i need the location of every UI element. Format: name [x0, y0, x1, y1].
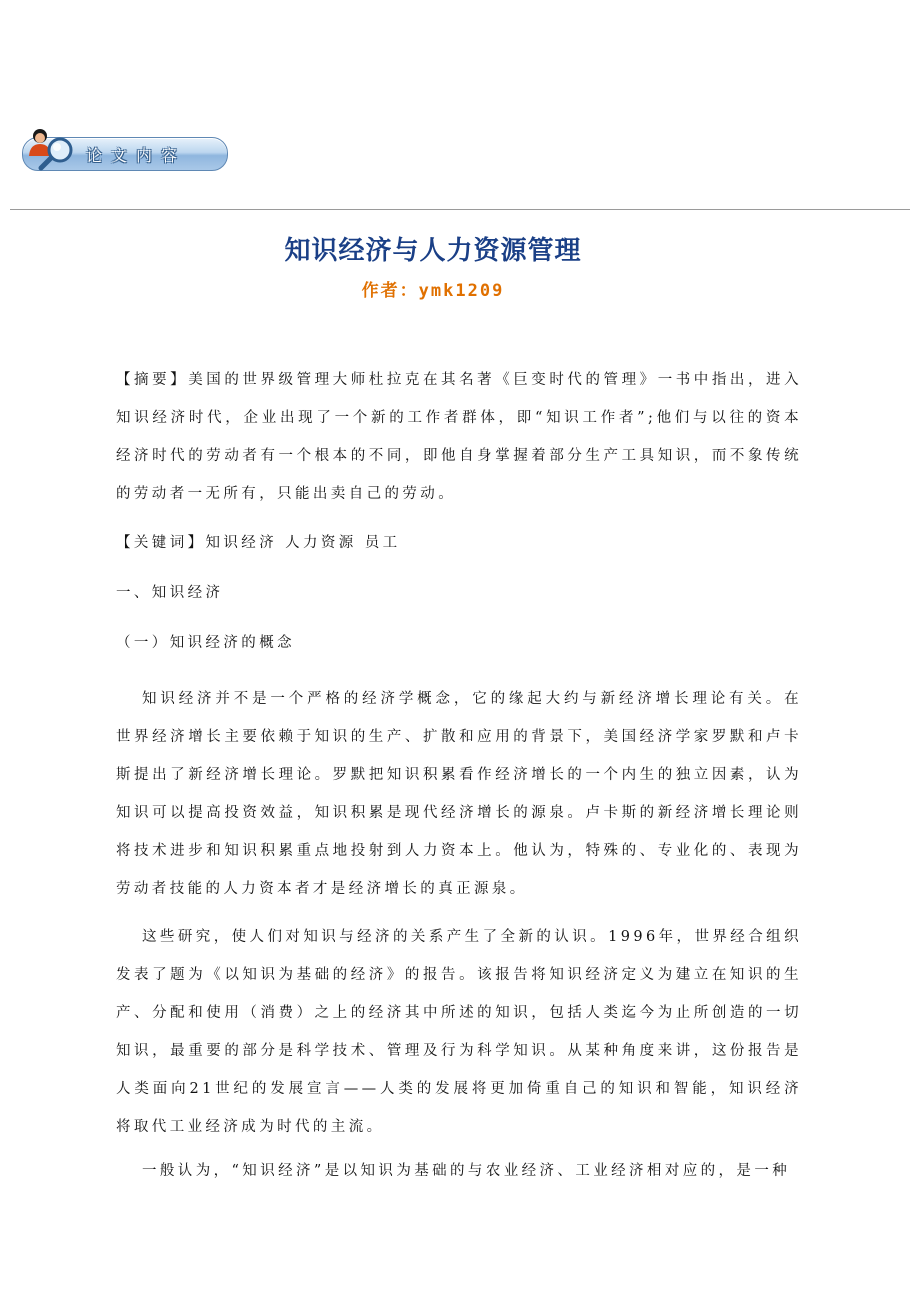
section-banner: [16, 126, 228, 174]
subsection-heading: （一）知识经济的概念: [116, 635, 295, 651]
keywords: 【关键词】知识经济 人力资源 员工: [116, 535, 401, 551]
abstract: 【摘要】美国的世界级管理大师杜拉克在其名著《巨变时代的管理》一书中指出，进入知识经济时代，企业出现了一个新的工作者群体，即“知识工作者”;他们与以往的资本经济时代的劳动者有一个根本的不同，即他自身掌握着部分生产工具知识，而不象传统的劳动者一无所有，只能出卖自己的劳动。: [116, 372, 802, 502]
page-title: 知识经济与人力资源管理: [284, 236, 582, 266]
divider: [10, 209, 910, 210]
section-heading: 一、知识经济: [116, 585, 224, 601]
body-paragraph: 这些研究，使人们对知识与经济的关系产生了全新的认识。1996年，世界经合组织发表了题为《以知识为基础的经济》的报告。该报告将知识经济定义为建立在知识的生产、分配和使用（消费）之上的经济其中所述的知识，包括人类迄今为止所创造的一切知识，最重要的部分是科学技术、管理及行为科学知识。从某种角度来讲，这份报告是人类面向21世纪的发展宣言——人类的发展将更加倚重自己的知识和智能，知识经济将取代工业经济成为时代的主流。: [116, 929, 802, 1135]
author-line: 作者：ymk1209: [361, 281, 505, 301]
banner-label: 论文内容: [86, 146, 187, 165]
body-paragraph: 一般认为，“知识经济”是以知识为基础的与农业经济、工业经济相对应的，是一种: [142, 1163, 791, 1179]
body-paragraph: 知识经济并不是一个严格的经济学概念，它的缘起大约与新经济增长理论有关。在世界经济增长主要依赖于知识的生产、扩散和应用的背景下，美国经济学家罗默和卢卡斯提出了新经济增长理论。罗默把知识积累看作经济增长的一个内生的独立因素，认为知识可以提高投资效益，知识积累是现代经济增长的源泉。卢卡斯的新经济增长理论则将技术进步和知识积累重点地投射到人力资本上。他认为，特殊的、专业化的、表现为劳动者技能的人力资本者才是经济增长的真正源泉。: [116, 691, 802, 897]
magnifier-user-icon: [20, 126, 90, 172]
